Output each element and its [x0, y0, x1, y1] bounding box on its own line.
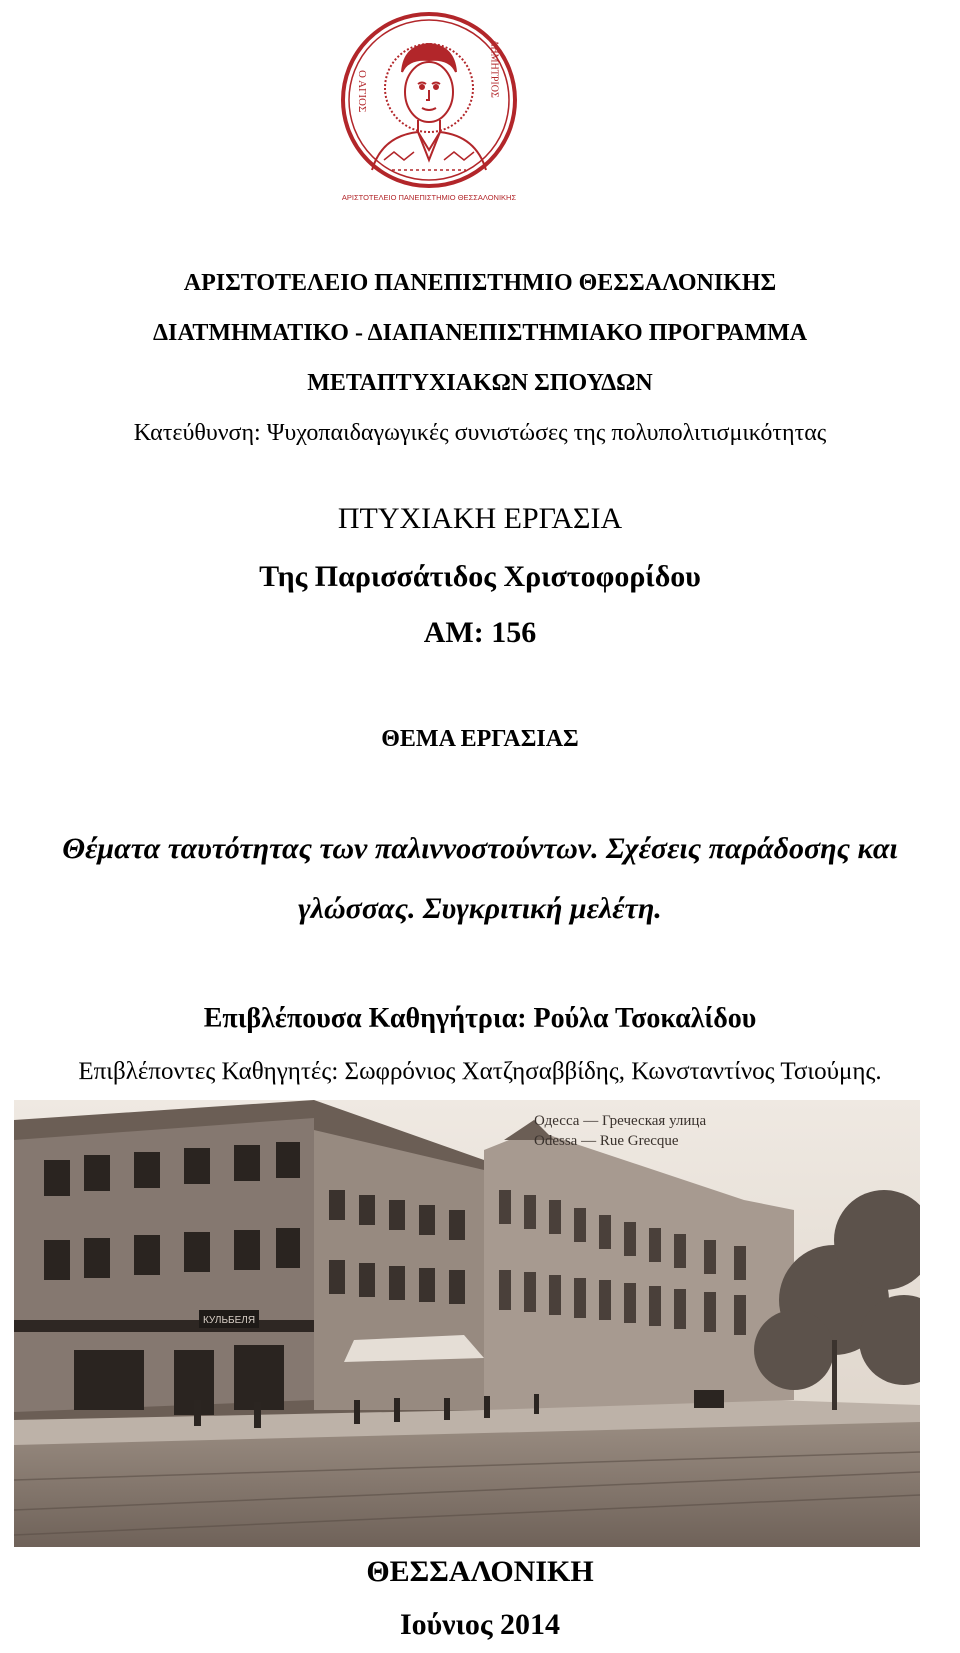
thesis-title-line-2: γλώσσας. Συγκριτική μελέτη.	[298, 892, 662, 925]
thesis-type: ΠΤΥΧΙΑΚΗ ΕΡΓΑΣΙΑ	[337, 502, 623, 535]
photo-caption-french: Odessa — Rue Grecque	[534, 1133, 679, 1149]
building-middle	[314, 1130, 484, 1410]
program-line-1: ΔΙΑΤΜΗΜΑΤΙΚΟ - ΔΙΑΠΑΝΕΠΙΣΤΗΜΙΑΚΟ ΠΡΟΓΡΑΜΜΑ	[152, 320, 808, 346]
shop-sign: КУЛЬБЕЛЯ	[202, 1315, 256, 1326]
topic-label: ΘΕΜΑ ΕΡΓΑΣΙΑΣ	[381, 726, 579, 752]
date: Ιούνιος 2014	[399, 1608, 561, 1641]
photo-caption-russian: Одесса — Греческая улица	[534, 1113, 707, 1129]
program-line-2: ΜΕΤΑΠΤΥΧΙΑΚΩΝ ΣΠΟΥΔΩΝ	[307, 370, 653, 396]
saint-figure	[372, 44, 486, 170]
seal-left-text: Ο ΑΓΙΟΣ	[356, 70, 368, 113]
city: ΘΕΣΣΑΛΟΝΙΚΗ	[366, 1555, 594, 1588]
supervisor-line: Επιβλέπουσα Καθηγήτρια: Ρούλα Τσοκαλίδου	[203, 1003, 757, 1034]
direction-line: Κατεύθυνση: Ψυχοπαιδαγωγικές συνιστώσες της πολυπολιτισμικότητας	[133, 420, 827, 446]
odessa-street-photo	[14, 1100, 920, 1547]
thesis-title-line-1: Θέματα ταυτότητας των παλιννοστούντων. Σχέσεις παράδοσης και	[62, 832, 898, 865]
supervisors-line: Επιβλέποντες Καθηγητές: Σωφρόνιος Χατζησαββίδης, Κωνσταντίνος Τσιούμης.	[78, 1058, 882, 1085]
seal-right-text: ΔΗΜΗΤΡΙΟΣ	[488, 40, 500, 98]
author-name: Της Παρισσάτιδος Χριστοφορίδου	[259, 560, 701, 593]
university-name: ΑΡΙΣΤΟΤΕΛΕΙΟ ΠΑΝΕΠΙΣΤΗΜΙΟ ΘΕΣΣΑΛΟΝΙΚΗΣ	[183, 270, 777, 296]
seal-caption: ΑΡΙΣΤΟΤΕΛΕΙΟ ΠΑΝΕΠΙΣΤΗΜΙΟ ΘΕΣΣΑΛΟΝΙΚΗΣ	[341, 193, 517, 202]
university-seal-logo	[322, 10, 537, 206]
student-id: ΑΜ: 156	[423, 616, 537, 649]
